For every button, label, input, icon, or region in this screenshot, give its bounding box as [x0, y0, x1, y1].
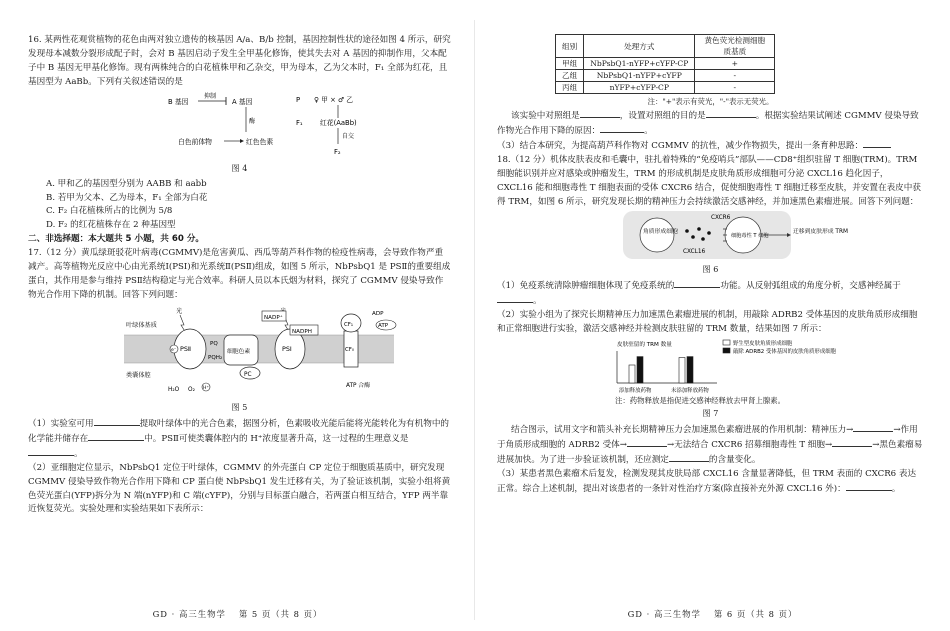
q17-continuation — [497, 109, 924, 139]
q17-1-blank-2[interactable] — [88, 432, 144, 441]
chart-bar-ko-1 — [637, 357, 643, 383]
q17-cont-text-b: ，设置对照组的目的是 — [619, 110, 706, 121]
fig4-selfing: 自交 — [342, 132, 355, 140]
fig5-cytochrome: 细胞色素 — [227, 348, 251, 355]
q17-3-text: （3）结合本研究，为提高葫芦科作物对 CGMMV 的抗性，减少作物损失，提出一条育种思路： — [497, 140, 864, 151]
q17-stem: 17.（12 分）黄瓜绿斑驳花叶病毒(CGMMV)是危害黄瓜、西瓜等葫芦科作物的检疫性病毒，会导致作物严重减产。高等植物光反应中心由光系统Ⅰ(PSⅠ)和光系统Ⅱ(PSⅡ)组成，如图 5 所示，NbPsbQ1 是 PSⅡ的重要组成蛋白，其作用是参与维持 PSⅡ结构稳定与光合效率。科研人员以本氏烟为材料，探究了 CGMMV 侵染导致作物光合作用下降的机制。回答下列问题： — [28, 248, 451, 301]
figure-6-caption: 图 6 — [702, 265, 719, 275]
q17-1-blank-1[interactable] — [94, 417, 140, 426]
fig5-atp: ATP — [378, 322, 389, 329]
q18-3-text-b: 。 — [891, 483, 901, 494]
table-header: 组别 — [556, 35, 584, 58]
fig4-a-gene: A 基因 — [232, 97, 253, 106]
chart-bar-wild-2 — [679, 358, 685, 384]
chart-x-tick-2: 未添加释放药物 — [671, 388, 709, 395]
fig4-red-pigment: 红色色素 — [246, 137, 274, 146]
fig5-lumen: 类囊体腔 — [126, 371, 151, 379]
q17-result-table — [555, 34, 775, 94]
q18-2-blank-2[interactable] — [627, 438, 667, 447]
table-cell: + — [695, 58, 775, 70]
figure-6 — [497, 209, 917, 263]
figure-4-caption: 图 4 — [231, 163, 248, 173]
q18-2-blank-1[interactable] — [853, 423, 893, 432]
fig6-cxcr6: CXCR6 — [711, 215, 731, 222]
q18-3-blank[interactable] — [846, 482, 892, 491]
fig4-inhibit: 抑制 — [204, 92, 217, 100]
q17-1-text-d: 。 — [74, 448, 83, 459]
q18-2-text-d: →无法结合 CXCR6 招募细胞毒性 T 细胞→ — [666, 439, 833, 450]
fig5-pq: PQ — [210, 340, 218, 347]
q18-2-blank-4[interactable] — [669, 453, 709, 462]
fig5-atp-synthase: ATP 合酶 — [346, 382, 370, 389]
table-header-row — [556, 35, 775, 58]
fig5-light-1: 光 — [176, 307, 183, 315]
q18-1-text-c: 。 — [533, 296, 542, 307]
table-cell: - — [695, 82, 775, 94]
q16-option-c[interactable]: C. F₂ 白花植株所占的比例为 5/8 — [46, 206, 173, 217]
q17-part-3 — [497, 139, 924, 154]
q18-2-text-c: →作用于角质形成细胞的 ADRB2 受体→ — [497, 425, 918, 450]
page-5-footer: GD · 高三生物学 第 5 页（共 8 页） — [152, 609, 323, 620]
fig5-adp: ADP — [372, 310, 384, 317]
page-6-footer: GD · 高三生物学 第 6 页（共 8 页） — [627, 609, 798, 620]
q18-stem: 18.（12 分）机体皮肤表皮和毛囊中，驻扎着特殊的“免疫哨兵”部队——CD8⁺组织驻留 T 细胞(TRM)。TRM 细胞能识别并应对感染或肿瘤发生，TRM 的形成机制是皮肤角质形成细胞可分泌 CXCL16 趋化因子，CXCL16 能和细胞毒性 T 细胞表面的受体 CXCR6 结合，促使细胞毒性 T 细胞迁移至皮肤，并安置在表皮中获得 TRM，如图 6 所示，研究发现长期的精神压力会持续激活交感神经，并加速黑色素瘤进展。回答下列问题： — [497, 154, 921, 207]
figure-7-chart — [497, 337, 917, 395]
figure-5-caption: 图 5 — [231, 402, 248, 412]
q18-1-text-a: （1）免疫系统清除肿瘤细胞体现了免疫系统的 — [497, 281, 675, 292]
fig6-cxcl16: CXCL16 — [683, 249, 706, 256]
chart-bar-ko-2 — [687, 357, 693, 383]
fig5-psii: PSⅡ — [180, 344, 192, 353]
fig5-cf0: CF₀ — [345, 346, 355, 353]
q17-cont-text-d: 。 — [644, 125, 653, 136]
q18-1-blank-1[interactable] — [674, 279, 720, 288]
fig5-o2: O₂ — [188, 386, 195, 393]
q16-stem: 16. 某两性花观赏植物的花色由两对独立遗传的核基因 A/a、B/b 控制，基因控制性状的途径如图 4 所示，研究发现母本减数分裂形成配子时，会对 B 基因启动子发生全甲基化修饰，使其失去对 A 基因的抑制作用，父本配子中 B 基因无甲基化修饰。现有两株纯合的白花植株甲和乙杂交，甲为母本，乙为父本时，F₁ 全部为红花，且基因型为 AaBb。下列有关叙述错误的是 — [28, 35, 451, 87]
q16-option-b[interactable]: B. 若甲为父本、乙为母本，F₁ 全部为白花 — [46, 192, 208, 203]
fig4-f1: F₁ — [296, 118, 303, 127]
q18-part-1 — [497, 279, 924, 309]
q17-2-blank-2[interactable] — [706, 109, 756, 118]
table-row — [556, 70, 775, 82]
figure-7-note: 注：药物释放是指促进交感神经释放去甲肾上腺素。 — [615, 396, 785, 406]
fig4-white-precursor: 白色前体物 — [178, 137, 212, 146]
table-row — [556, 58, 775, 70]
q17-cont-text-c: 。根据实验结果试阐述 CGMMV 侵染导致作物光合作用下降的原因： — [497, 110, 919, 136]
fig5-stroma: 叶绿体基质 — [126, 321, 157, 329]
figure-7-caption: 图 7 — [702, 409, 719, 419]
fig5-pqh2: PQH₂ — [208, 354, 223, 361]
table-cell: 乙组 — [556, 70, 584, 82]
fig4-f2: F₂ — [334, 147, 341, 156]
q16-option-a[interactable]: A. 甲和乙的基因型分别为 AABB 和 aabb — [46, 178, 207, 189]
q17-1-text-a: （1）实验室可用 — [28, 418, 94, 429]
q17-cont-text-a: 该实验中对照组是 — [511, 110, 580, 121]
fig5-h-plus: H⁺ — [203, 385, 209, 391]
q18-part-3 — [497, 468, 924, 497]
chart-legend-ko: 敲除 ADRB2 受体基因的皮肤角质形成细胞 — [733, 349, 836, 356]
q18-1-blank-2[interactable] — [497, 294, 533, 303]
fig4-f1-phenotype: 红花(AaBb) — [320, 118, 357, 127]
q17-3-blank[interactable] — [863, 139, 891, 148]
chart-y-title: 皮肤驻留的 TRM 数量 — [617, 342, 672, 349]
fig6-trm: 迁移到皮肤形成 TRM — [793, 229, 848, 236]
fig5-h2o: H₂O — [168, 386, 180, 393]
table-header: 黄色荧光检测细胞质基质 — [695, 35, 775, 58]
fig6-keratinocyte: 角质形成细胞 — [643, 229, 678, 236]
chart-x-tick-1: 添加释放药物 — [619, 388, 652, 395]
page-6 — [475, 0, 950, 631]
table-cell: - — [695, 70, 775, 82]
q18-2-blank-3[interactable] — [832, 438, 872, 447]
table-cell: nYFP+cYFP-CP — [584, 82, 695, 94]
q17-1-text-c: 中。PSⅡ可使类囊体腔内的 H⁺浓度显著升高，这一过程的生理意义是 — [144, 433, 409, 444]
q17-part-2: （2）亚细胞定位显示，NbPsbQ1 定位于叶绿体，CGMMV 的外壳蛋白 CP 定位于细胞质基质中，研究发现 CGMMV 侵染导致作物光合作用下降和 CP 蛋白使 NbPsbQ1 发生迁移有关，为了验证该机制，实验小组将黄色荧光蛋白(YFP)拆分为 N 端(nYFP)和 C 端(cYFP)，分别与目标蛋白融合，若两蛋白相互结合，YFP 两半靠近恢复荧光。实验处理和实验结果如下表所示： — [28, 462, 451, 515]
chart-bar-wild-1 — [629, 365, 635, 383]
table-cell: NbPsbQ1-nYFP+cYFP-CP — [584, 58, 695, 70]
fig5-e-minus: e⁻ — [171, 347, 177, 353]
chart-legend-wild: 野生型皮肤角质形成细胞 — [733, 341, 793, 348]
fig4-cross: ♀ 甲 × ♂ 乙 — [314, 95, 354, 104]
q17-2-blank-1[interactable] — [580, 109, 620, 118]
figure-4 — [28, 92, 448, 162]
fig5-psi: PSⅠ — [282, 344, 292, 353]
q17-2-blank-3[interactable] — [600, 124, 644, 133]
table-header: 处理方式 — [584, 35, 695, 58]
fig5-nadph: NADPH — [292, 328, 312, 335]
q16-option-d[interactable]: D. F₂ 的红花植株存在 2 种基因型 — [46, 220, 176, 231]
table-note: 注："+"表示有荧光，"-"表示无荧光。 — [647, 97, 774, 106]
table-cell: NbPsbQ1-nYFP+cYFP — [584, 70, 695, 82]
fig5-nadp: NADP⁺ — [264, 314, 283, 321]
q17-1-blank-3[interactable] — [28, 447, 74, 456]
figure-5 — [28, 305, 448, 401]
fig4-p: P — [296, 95, 301, 104]
q18-2-text-e: →黑色素瘤易进展加快。为了进一步验证该机制，还应测定 — [497, 439, 923, 465]
fig5-pc: PC — [244, 371, 252, 378]
fig4-b-gene: B 基因 — [168, 97, 189, 106]
fig6-t-cell: 细胞毒性 T 细胞 — [731, 233, 769, 240]
q18-2-text-b: 结合图示，试用文字和箭头补充长期精神压力会加速黑色素瘤进展的作用机制：精神压力→ — [511, 425, 854, 436]
table-row — [556, 82, 775, 94]
section-2-heading: 二、非选择题：本大题共 5 小题，共 60 分。 — [28, 234, 205, 245]
table-cell: 丙组 — [556, 82, 584, 94]
q18-3-text-a: （3）某患者黑色素瘤术后复发，检测发现其皮肤局部 CXCL16 含量显著降低，但 TRM 表面的 CXCR6 表达正常。综合上述机制，提出对该患者的一条针对性治疗方案(除直接补充外源 CXCL16 外)： — [497, 468, 917, 494]
fig4-enzyme: 酶 — [249, 117, 256, 125]
q17-part-1 — [28, 417, 451, 462]
q18-part-2: （2）实验小组为了探究长期精神压力加速黑色素瘤进展的机制，用敲除 ADRB2 受体基因的皮肤角质形成细胞和正常细胞进行实验，激活交感神经并检测皮肤驻留的 TRM 数量，结果如图 7 所示： — [497, 310, 918, 335]
q18-1-text-b: 功能。从反射弧组成的角度分析，交感神经属于 — [720, 281, 901, 292]
q18-part-2-mechanism — [497, 423, 924, 468]
table-cell: 甲组 — [556, 58, 584, 70]
fig5-cf1: CF₁ — [344, 321, 354, 328]
q18-2-text-f: 的含量变化。 — [708, 454, 761, 465]
q17-1-text-b: 提取叶绿体中的光合色素，据图分析，色素吸收光能后能将光能转化为有机物中的化学能并储存在 — [28, 418, 450, 444]
